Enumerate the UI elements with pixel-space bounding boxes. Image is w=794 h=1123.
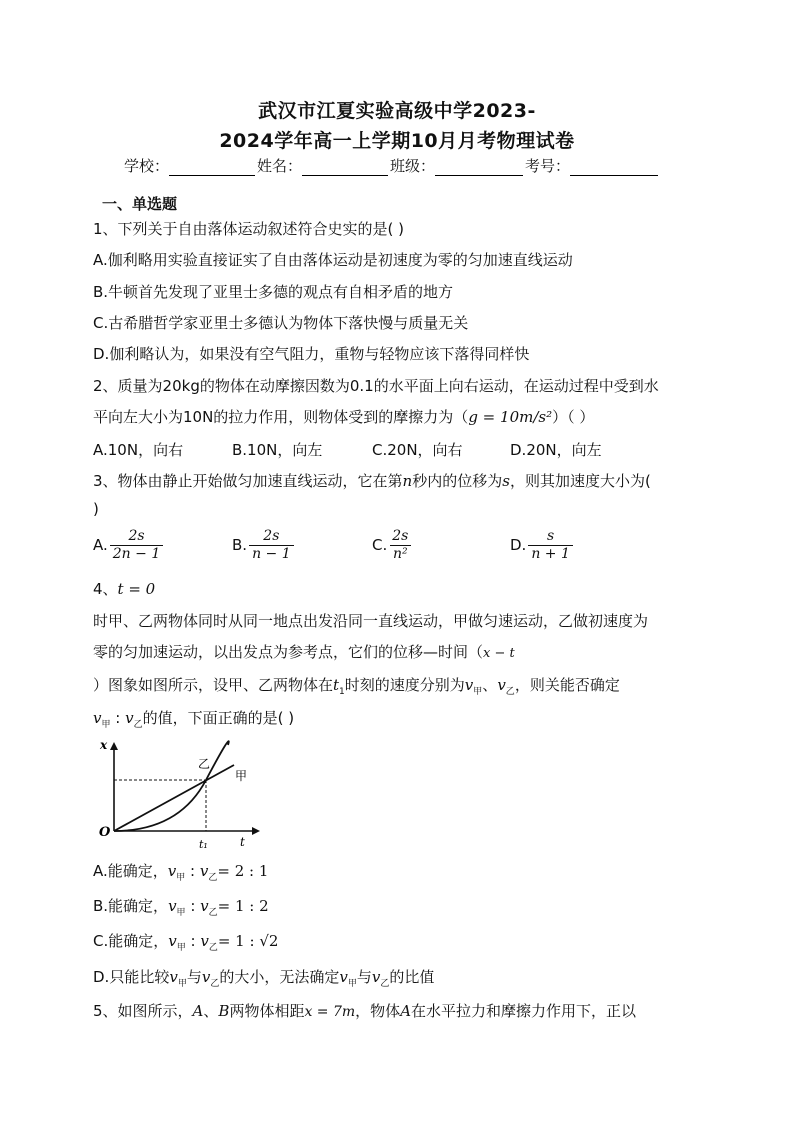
q4-a-ratio: = 2 : 1	[217, 862, 269, 880]
q4-d-mid3: 与	[356, 968, 372, 986]
q3-stem-line2: )	[93, 500, 99, 518]
q5-distance-formula: x = 7m	[304, 1004, 356, 1020]
q4-option-d	[93, 966, 434, 989]
q4-a-prefix: A.能确定，	[93, 862, 168, 880]
q3-s-variable: s	[502, 472, 510, 490]
q3-a-denominator: 2n − 1	[110, 545, 163, 563]
class-label: 班级：	[390, 157, 436, 175]
q2-stem-line1: 2、质量为20kg的物体在动摩擦因数为0.1的水平面上向右运动，在运动过程中受到水	[93, 377, 659, 395]
q4-stem-line1: 时甲、乙两物体同时从同一地点出发沿同一直线运动，甲做匀速运动，乙做初速度为	[93, 612, 649, 630]
q4-ratio-v-jia-sub: 甲	[101, 720, 111, 730]
q4-t0-formula: t = 0	[117, 580, 156, 598]
graph-y-label: x	[100, 738, 108, 752]
q3-option-a-label: A.	[93, 536, 108, 554]
q1-option-b: B.牛顿首先发现了亚里士多德的观点有自相矛盾的地方	[93, 283, 454, 301]
q4-v-yi: v	[497, 676, 506, 694]
q4-stem-line4: $v_甲$ : $v_乙$的值，下面正确的是( )	[93, 709, 295, 730]
q4-b-v-yi-sub: 乙	[208, 908, 218, 918]
q3-option-d-label: D.	[510, 536, 527, 554]
q5-stem-mid: 两物体相距	[229, 1002, 305, 1020]
q4-option-b: B.能确定，$v_甲$ : $v_乙= 1$ : 2	[93, 897, 269, 918]
q3-option-d-fraction	[528, 528, 573, 563]
q4-option-a: A.能确定，$v_甲$ : $v_乙= 2$ : 1	[93, 862, 269, 883]
q4-d-v-jia-2: v	[339, 968, 348, 986]
q4-a-v-yi-sub: 乙	[208, 873, 218, 883]
q4-d-end: 的比值	[389, 968, 435, 986]
q3-option-b	[232, 528, 294, 563]
q4-v-yi-sub: 乙	[505, 687, 515, 697]
q3-b-numerator: 2s	[263, 528, 280, 544]
graph-line-jia	[114, 765, 234, 831]
q4-a-v-jia: v	[167, 862, 177, 880]
q3-option-c-label: C.	[372, 536, 388, 554]
q2-stem-line2	[93, 406, 594, 427]
section-heading: 一、单选题	[102, 195, 178, 213]
q4-b-v-yi: v	[200, 897, 209, 915]
q3-stem-mid: 秒内的位移为	[412, 472, 503, 490]
q4-ratio-v-jia: v	[93, 709, 102, 727]
q4-t1-subscript: 1	[339, 687, 345, 697]
xt-graph	[94, 738, 264, 853]
q4-c-v-yi: v	[200, 932, 209, 950]
q3-c-numerator: 2s	[392, 528, 409, 544]
q4-v-jia: v	[464, 676, 474, 694]
student-info-line	[124, 155, 684, 176]
q3-stem-text: 3、物体由静止开始做匀加速直线运动，它在第	[93, 472, 403, 490]
q4-d-v-jia: v	[169, 968, 178, 986]
q3-b-denominator: n − 1	[249, 545, 294, 563]
q2-option-a: A.10N，向右	[93, 441, 184, 459]
q4-d-mid: 与	[186, 968, 202, 986]
q4-separator: 、	[482, 676, 498, 694]
q5-stem-end: 在水平拉力和摩擦力作用下，正以	[411, 1002, 637, 1020]
q2-stem-end: ）（ ）	[552, 408, 595, 426]
name-blank[interactable]	[302, 158, 388, 176]
q4-stem3-text: ）图象如图所示，设甲、乙两物体在	[93, 676, 334, 694]
q4-option-c: C.能确定，$v_甲$ : $v_乙= 1$ : √2	[93, 932, 279, 953]
q5-stem-mid2: ，物体	[355, 1002, 401, 1020]
q5-A: A	[192, 1002, 204, 1020]
graph-x-arrow	[110, 742, 118, 750]
q3-option-a	[93, 528, 163, 563]
q4-a-v-yi: v	[199, 862, 209, 880]
exam-number-label: 考号：	[525, 157, 571, 175]
q4-c-prefix: C.能确定，	[93, 932, 169, 950]
q4-d-v-jia-2-sub: 甲	[347, 979, 357, 989]
q3-option-d	[510, 528, 573, 563]
graph-origin-label: O	[99, 825, 111, 840]
exam-title-line2: 2024学年高一上学期10月月考物理试卷	[219, 130, 575, 152]
q4-number: 4、	[93, 580, 118, 598]
q2-option-d: D.20N，向左	[510, 441, 602, 459]
q4-d-v-yi: v	[201, 968, 211, 986]
q4-b-prefix: B.能确定，	[93, 897, 169, 915]
q4-stem3-mid: 时刻的速度分别为	[344, 676, 465, 694]
q2-option-b: B.10N，向左	[232, 441, 323, 459]
exam-number-blank[interactable]	[570, 158, 658, 176]
q3-option-b-fraction	[249, 528, 294, 563]
q2-stem-text: 平向左大小为10N的拉力作用，则物体受到的摩擦力为（	[93, 408, 469, 426]
q5-A-2: A	[400, 1002, 412, 1020]
q4-d-prefix: D.只能比较	[93, 968, 170, 986]
q3-option-b-label: B.	[232, 536, 248, 554]
q5-B: B	[218, 1002, 230, 1020]
q4-c-v-jia-sub: 甲	[176, 943, 186, 953]
name-label: 姓名：	[257, 157, 303, 175]
q3-c-denominator: n²	[390, 545, 411, 563]
graph-curve-yi	[114, 741, 229, 831]
q4-b-ratio: = 1 : 2	[217, 897, 269, 915]
class-blank[interactable]	[435, 158, 523, 176]
q4-stem-line3	[93, 674, 620, 697]
q4-stem4-text: 的值，下面正确的是( )	[142, 709, 295, 727]
q4-b-v-jia: v	[168, 897, 177, 915]
exam-title-line1: 武汉市江夏实验高级中学2023-	[258, 100, 536, 122]
q3-stem-line1	[93, 470, 651, 491]
q3-option-c	[372, 528, 411, 563]
q4-number-line	[93, 578, 155, 599]
graph-yi-label: 乙	[198, 757, 211, 771]
graph-t-arrow	[252, 827, 260, 835]
q4-ratio-v-yi: v	[125, 709, 134, 727]
q4-d-mid2: 的大小，无法确定	[219, 968, 340, 986]
q4-d-v-jia-sub: 甲	[177, 979, 187, 989]
q1-option-d: D.伽利略认为，如果没有空气阻力，重物与轻物应该下落得同样快	[93, 345, 530, 363]
q4-c-ratio: = 1 : √2	[217, 932, 279, 950]
q1-stem: 1、下列关于自由落体运动叙述符合史实的是( )	[93, 220, 405, 238]
q4-stem2-text: 零的匀加速运动，以出发点为参考点，它们的位移—时间（	[93, 643, 484, 661]
q3-option-c-fraction	[389, 528, 411, 563]
q2-option-c: C.20N，向右	[372, 441, 463, 459]
q4-v-jia-sub: 甲	[473, 687, 483, 697]
q3-a-numerator: 2s	[128, 528, 145, 544]
q4-stem3-end: ，则关能否确定	[514, 676, 620, 694]
graph-jia-label: 甲	[235, 769, 248, 783]
q4-t1-symbol: t	[333, 676, 340, 694]
q4-xt-formula: x − t	[483, 646, 515, 661]
q5-stem-text: 5、如图所示，	[93, 1002, 193, 1020]
q5-stem-line1	[93, 1000, 636, 1021]
q3-stem-end: ，则其加速度大小为(	[509, 472, 651, 490]
q4-d-v-yi-2: v	[371, 968, 381, 986]
q3-option-a-fraction	[110, 528, 163, 563]
graph-t1-label: t₁	[199, 838, 208, 851]
q1-option-c: C.古希腊哲学家亚里士多德认为物体下落快慢与质量无关	[93, 314, 469, 332]
q4-d-v-yi-2-sub: 乙	[380, 979, 390, 989]
school-blank[interactable]	[169, 158, 255, 176]
q3-d-denominator: n + 1	[528, 545, 573, 563]
q4-b-v-jia-sub: 甲	[176, 908, 186, 918]
q4-a-v-jia-sub: 甲	[176, 873, 186, 883]
q4-ratio-v-yi-sub: 乙	[133, 720, 143, 730]
q5-separator: 、	[203, 1002, 219, 1020]
q4-stem-line2	[93, 641, 515, 662]
q2-gravity-formula: g = 10m/s²	[468, 408, 553, 426]
q3-d-numerator: s	[547, 528, 555, 544]
q4-d-v-yi-sub: 乙	[210, 979, 220, 989]
q1-option-a: A.伽利略用实验直接证实了自由落体运动是初速度为零的匀加速直线运动	[93, 251, 573, 269]
school-label: 学校：	[124, 157, 170, 175]
graph-t-label: t	[240, 835, 245, 849]
q4-c-v-jia: v	[168, 932, 177, 950]
q3-n-variable: n	[402, 472, 413, 490]
q4-c-v-yi-sub: 乙	[208, 943, 218, 953]
